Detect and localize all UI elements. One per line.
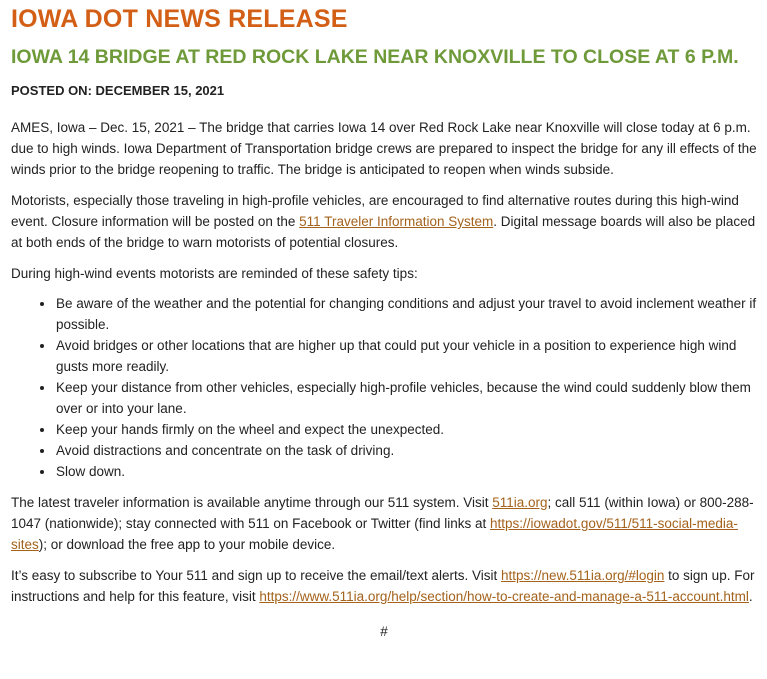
paragraph-tips-intro: During high-wind events motorists are reminded of these safety tips: bbox=[11, 266, 418, 281]
list-item: • Keep your distance from other vehicles, especially high-profile vehicles, because the wind could suddenly blow them over or into your lane. bbox=[55, 377, 757, 419]
text: . bbox=[748, 589, 753, 604]
list-item: • Avoid distractions and concentrate on the task of driving. bbox=[55, 440, 757, 461]
list-item: • Keep your hands firmly on the wheel and expect the unexpected. bbox=[55, 419, 757, 440]
link-account-help[interactable]: https://www.511ia.org/help/section/how-to-create-and-manage-a-511-account.html bbox=[259, 589, 749, 604]
text: ; call 511 (within Iowa) or 800-288-1047 (nationwide); stay connected with 511 on Facebook or Twitter (find links at bbox=[11, 495, 754, 531]
list-item: • Be aware of the weather and the potential for changing conditions and adjust your travel to avoid inclement weather if possible. bbox=[55, 293, 757, 335]
headline: IOWA 14 BRIDGE AT RED ROCK LAKE NEAR KNOXVILLE TO CLOSE AT 6 P.M. bbox=[11, 46, 739, 68]
text: ); or download the free app to your mobile device. bbox=[38, 537, 336, 552]
text: Motorists, especially those traveling in high-profile vehicles, are encouraged to find alternative routes during this high-wind event. Closure information will be posted on the bbox=[11, 193, 739, 229]
text: It’s easy to subscribe to Your 511 and sign up to receive the email/text alerts. Visit bbox=[11, 568, 502, 583]
list-item: • Slow down. bbox=[55, 461, 757, 482]
page-title: IOWA DOT NEWS RELEASE bbox=[11, 5, 348, 33]
paragraph-traveler-info bbox=[11, 492, 757, 555]
link-511-traveler-info[interactable]: 511 Traveler Information System bbox=[299, 214, 494, 229]
text: . Digital message boards will also be placed at both ends of the bridge to warn motorists of potential closures. bbox=[11, 214, 756, 250]
posted-date: POSTED ON: DECEMBER 15, 2021 bbox=[11, 83, 225, 98]
link-511ia[interactable]: 511ia.org bbox=[492, 495, 548, 510]
text: The latest traveler information is available anytime through our 511 system. Visit bbox=[11, 495, 493, 510]
paragraph-subscribe bbox=[11, 565, 757, 607]
end-mark: # bbox=[380, 624, 388, 639]
paragraph-intro: AMES, Iowa – Dec. 15, 2021 – The bridge that carries Iowa 14 over Red Rock Lake near Knoxville will close today at 6 p.m. due to high winds. Iowa Department of Transportation bridge crews are prepared to inspect the bridge for any ill effects of the winds prior to the bridge reopening to traffic. The bridge is anticipated to reopen when winds subside. bbox=[11, 120, 757, 177]
link-login[interactable]: https://new.511ia.org/#login bbox=[501, 568, 665, 583]
safety-tips-list bbox=[11, 293, 757, 482]
text: to sign up. For instructions and help for this feature, visit bbox=[11, 568, 755, 604]
list-item: • Avoid bridges or other locations that are higher up that could put your vehicle in a position to experience high wind gusts more readily. bbox=[55, 335, 757, 377]
paragraph-motorists bbox=[11, 190, 757, 253]
link-social-media[interactable]: https://iowadot.gov/511/511-social-media-sites bbox=[11, 516, 738, 552]
